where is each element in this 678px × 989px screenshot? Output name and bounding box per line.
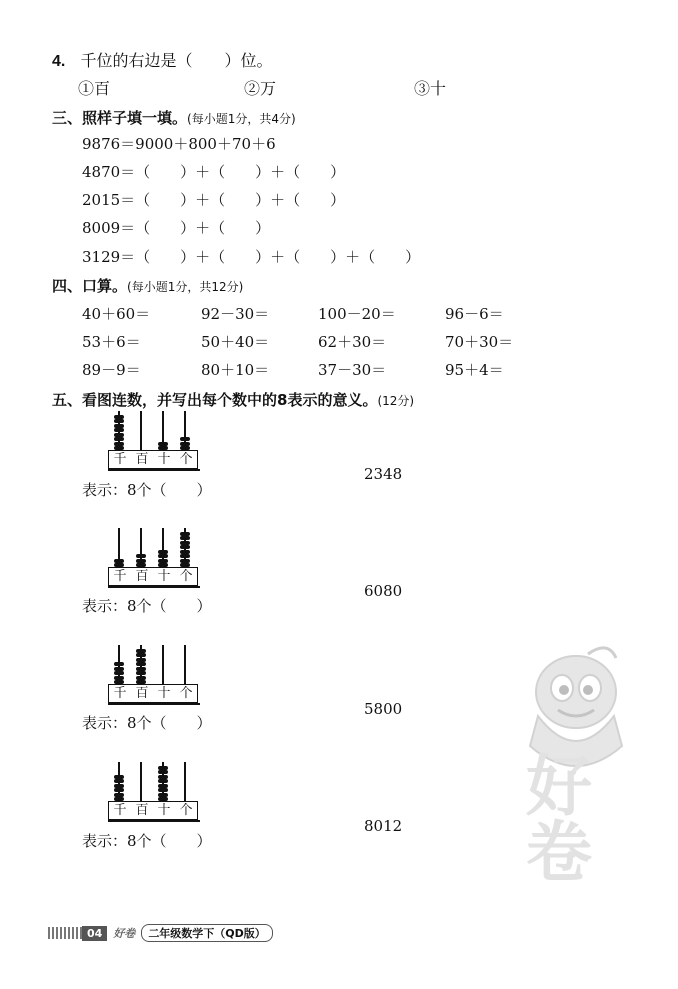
section-note: (每小题1分，共4分) (187, 112, 296, 126)
abacus-bead (136, 559, 146, 563)
abacus-bead (114, 775, 124, 779)
abacus-bead (158, 784, 168, 788)
abacus-bead (136, 653, 146, 657)
place-label: 个 (179, 569, 193, 584)
abacus-bead (114, 676, 124, 680)
calc-item: 50＋40＝ (201, 333, 270, 351)
abacus-bead (136, 671, 146, 675)
question-text: 千位的右边是（ ）位。 (80, 51, 273, 70)
abacus-rod (140, 411, 142, 451)
abacus-bead (158, 766, 168, 770)
calc-item: 80＋10＝ (201, 361, 270, 379)
question-4 (52, 48, 272, 71)
abacus-bead (136, 667, 146, 671)
abacus-bead (114, 428, 124, 432)
abacus-rod (140, 762, 142, 802)
abacus-rod (184, 645, 186, 685)
abacus-bead (114, 415, 124, 419)
book-title: 二年级数学下（QD版） (141, 924, 272, 942)
place-label: 千 (113, 803, 127, 818)
place-label: 百 (135, 803, 149, 818)
place-label: 个 (179, 452, 193, 467)
abacus-bead (180, 532, 190, 536)
abacus-bead (158, 779, 168, 783)
abacus (108, 536, 200, 588)
abacus-bead (158, 770, 168, 774)
abacus-place-labels (108, 567, 198, 586)
abacus-bead (114, 419, 124, 423)
section-3-title (52, 107, 296, 128)
place-label: 十 (157, 452, 171, 467)
calc-item: 96－6＝ (445, 305, 504, 323)
section-5-title (52, 389, 414, 410)
place-label: 个 (179, 803, 193, 818)
fill-line: 4870＝（ ）＋（ ）＋（ ） (82, 163, 346, 181)
abacus-bead (114, 784, 124, 788)
calc-item: 92－30＝ (201, 305, 270, 323)
place-label: 十 (157, 803, 171, 818)
footer-dots (48, 927, 82, 939)
abacus-bead (114, 779, 124, 783)
abacus-bead (114, 437, 124, 441)
abacus-bead (136, 676, 146, 680)
calc-item: 37－30＝ (318, 361, 387, 379)
calc-item: 62＋30＝ (318, 333, 387, 351)
place-label: 千 (113, 569, 127, 584)
abacus-bead (180, 541, 190, 545)
fill-line: 2015＝（ ）＋（ ）＋（ ） (82, 191, 346, 209)
section-note: (12分) (377, 394, 415, 408)
place-label: 十 (157, 686, 171, 701)
abacus-bead (114, 442, 124, 446)
calc-item: 100－20＝ (318, 305, 396, 323)
abacus-rod (184, 762, 186, 802)
section-title-text: 三、照样子填一填。 (52, 109, 188, 127)
place-label: 百 (135, 569, 149, 584)
number-label: 2348 (364, 465, 403, 483)
abacus-bead (180, 559, 190, 563)
page-number: 04 (82, 926, 107, 941)
number-label: 8012 (364, 817, 403, 835)
calc-item: 40＋60＝ (82, 305, 151, 323)
option-1: ①百 (78, 79, 111, 98)
question-number: 4. (52, 53, 66, 70)
number-label: 5800 (364, 700, 403, 718)
abacus-bead (158, 775, 168, 779)
abacus-bead (180, 545, 190, 549)
abacus-bead (136, 554, 146, 558)
section-title-text: 四、口算。 (52, 277, 128, 295)
abacus (108, 653, 200, 705)
section-title-text: 五、看图连数，并写出每个数中的8表示的意义。 (52, 391, 378, 409)
place-label: 个 (179, 686, 193, 701)
abacus-bead (114, 433, 124, 437)
represent-line: 表示：8个（ ） (82, 597, 212, 615)
number-label: 6080 (364, 582, 403, 600)
option-2: ②万 (244, 79, 277, 98)
abacus-bead (180, 536, 190, 540)
page-footer (48, 924, 273, 942)
abacus-place-labels (108, 801, 198, 820)
abacus-bead (114, 667, 124, 671)
abacus-bead (158, 793, 168, 797)
abacus-bead (114, 662, 124, 666)
fill-line: 3129＝（ ）＋（ ）＋（ ）＋（ ） (82, 248, 421, 266)
abacus-bead (136, 649, 146, 653)
fill-line: 8009＝（ ）＋（ ） (82, 219, 271, 237)
place-label: 千 (113, 686, 127, 701)
represent-line: 表示：8个（ ） (82, 832, 212, 850)
abacus-base (108, 703, 200, 705)
abacus-bead (158, 788, 168, 792)
calc-item: 95＋4＝ (445, 361, 504, 379)
place-label: 十 (157, 569, 171, 584)
abacus (108, 419, 200, 471)
abacus-bead (136, 662, 146, 666)
abacus-bead (180, 554, 190, 558)
option-3: ③十 (414, 79, 447, 98)
abacus-base (108, 469, 200, 471)
calc-item: 70＋30＝ (445, 333, 514, 351)
abacus-bead (114, 788, 124, 792)
abacus-bead (114, 671, 124, 675)
place-label: 百 (135, 452, 149, 467)
mascot-watermark (518, 636, 634, 900)
abacus-bead (114, 424, 124, 428)
footer-logo: 好卷 (113, 927, 136, 940)
represent-line: 表示：8个（ ） (82, 714, 212, 732)
abacus-bead (136, 658, 146, 662)
abacus-bead (158, 550, 168, 554)
example-line: 9876＝9000＋800＋70＋6 (82, 135, 276, 153)
place-label: 千 (113, 452, 127, 467)
calc-item: 53＋6＝ (82, 333, 141, 351)
abacus-place-labels (108, 450, 198, 469)
section-4-title (52, 275, 243, 296)
represent-line: 表示：8个（ ） (82, 481, 212, 499)
abacus-base (108, 820, 200, 822)
abacus-bead (158, 559, 168, 563)
abacus-place-labels (108, 684, 198, 703)
abacus-bead (114, 793, 124, 797)
abacus-rod (162, 645, 164, 685)
section-note: (每小题1分，共12分) (127, 280, 244, 294)
abacus-bead (180, 550, 190, 554)
abacus-bead (158, 554, 168, 558)
place-label: 百 (135, 686, 149, 701)
watermark-text: 好卷 (526, 748, 592, 891)
abacus-bead (180, 442, 190, 446)
abacus-bead (180, 437, 190, 441)
abacus (108, 770, 200, 822)
calc-item: 89－9＝ (82, 361, 141, 379)
abacus-bead (114, 559, 124, 563)
abacus-base (108, 586, 200, 588)
abacus-bead (158, 442, 168, 446)
